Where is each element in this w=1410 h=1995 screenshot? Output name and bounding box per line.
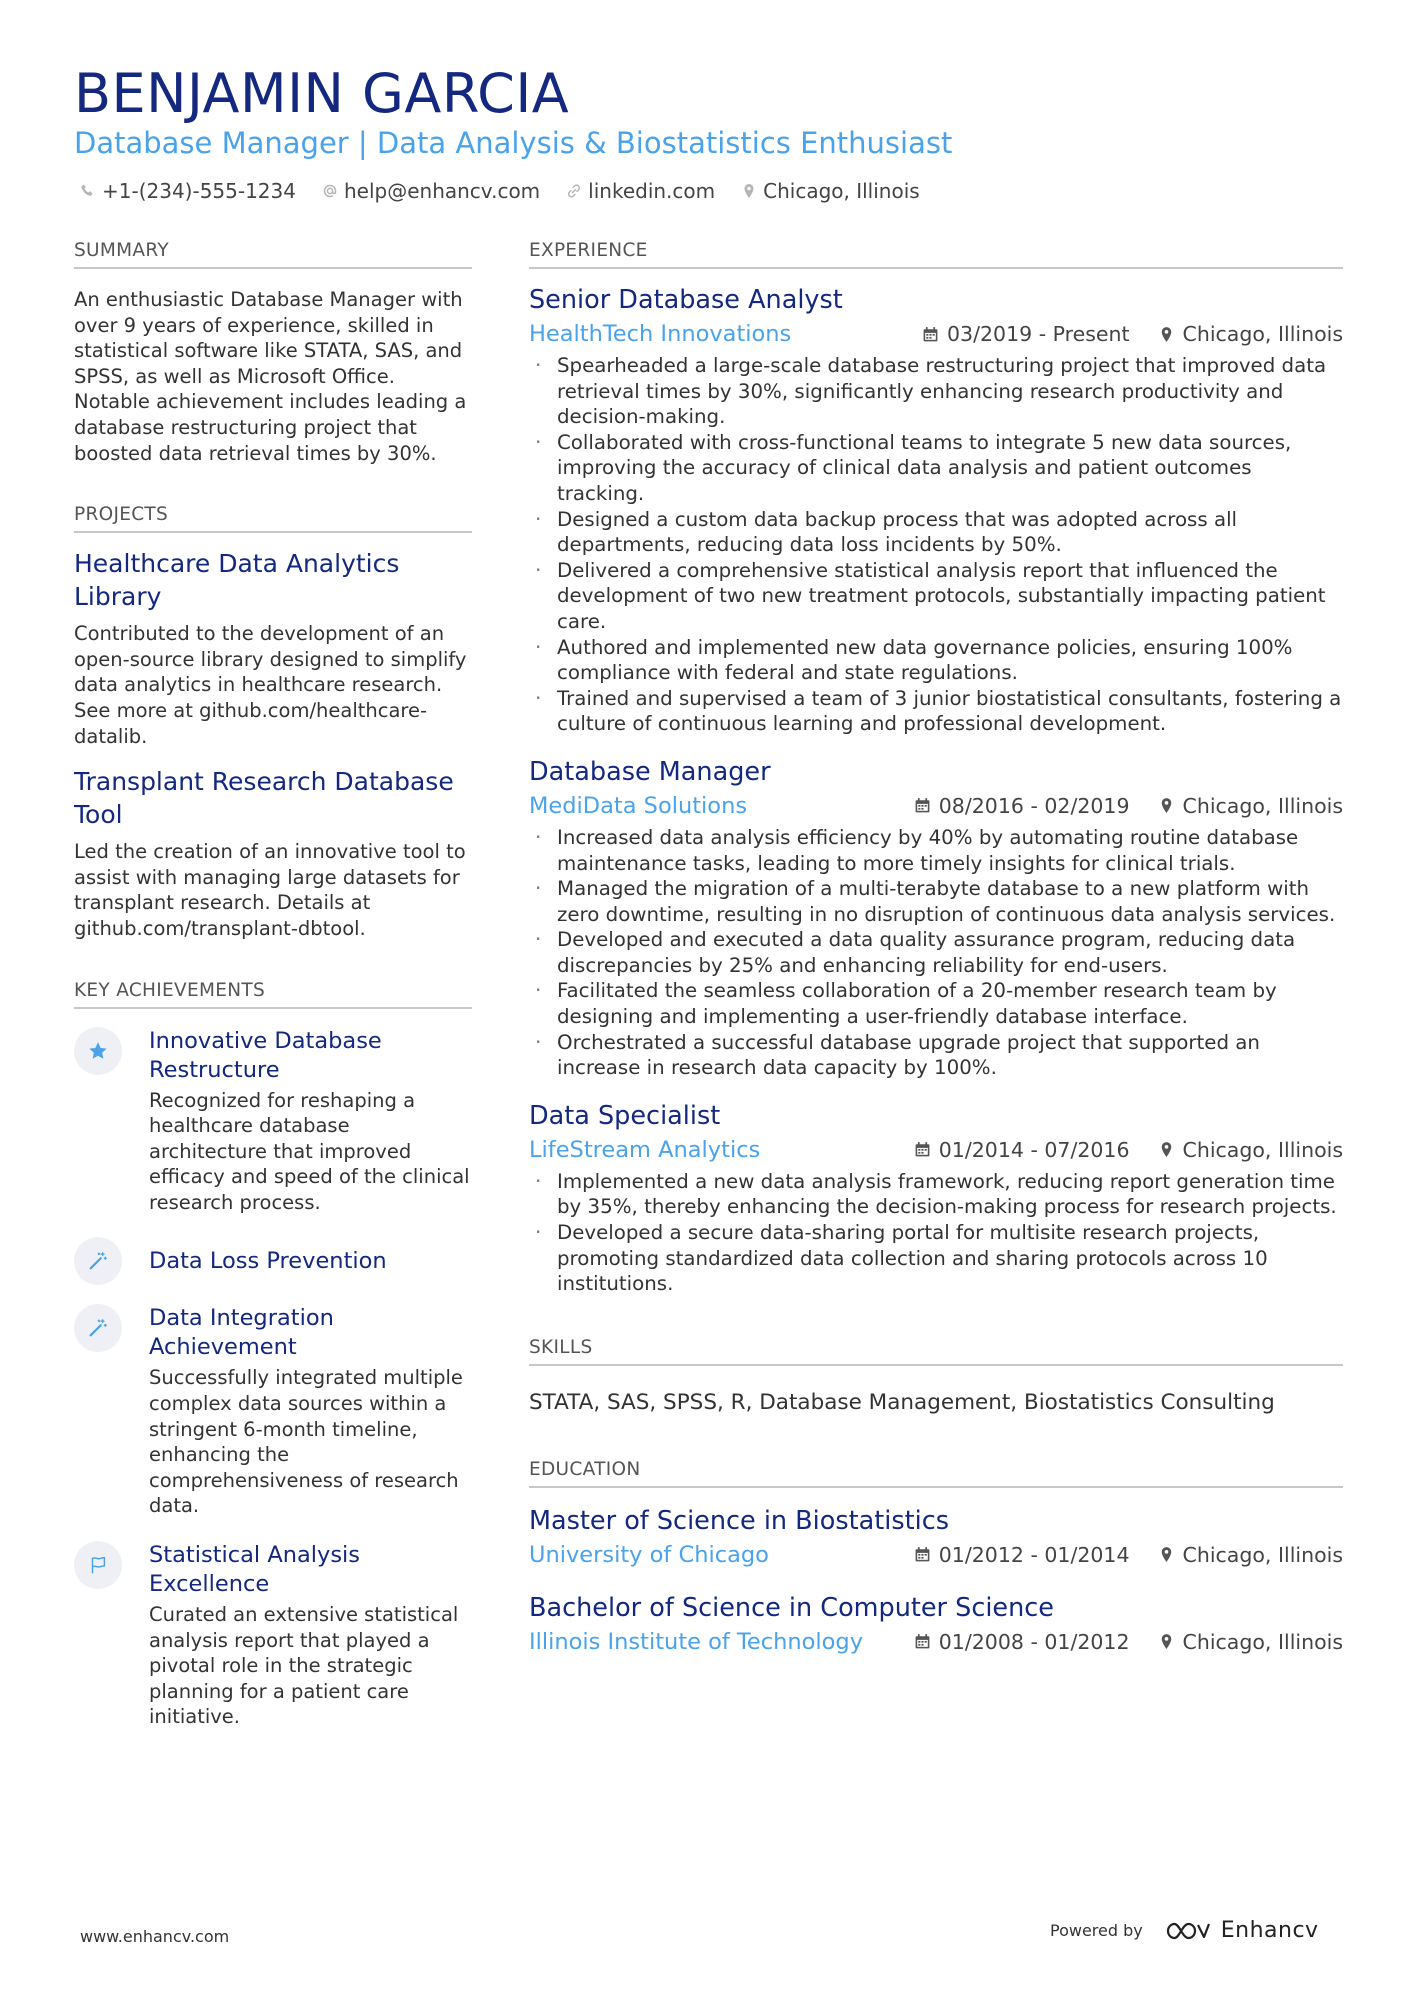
achievements-heading: KEY ACHIEVEMENTS (74, 980, 472, 1009)
job-bullets (529, 353, 1343, 737)
list-item: · Trained and supervised a team of 3 junior biostatistical consultants, fostering a culture of continuous learning and professional development. (529, 686, 1343, 737)
job-title: Data Specialist (529, 1100, 721, 1131)
list-item: · Spearheaded a large-scale database restructuring project that improved data retrieval times by 30%, significantly enhancing research productivity and decision-making. (529, 353, 1343, 430)
skills-heading: SKILLS (529, 1337, 1343, 1366)
enhancv-logo-icon (1165, 1919, 1211, 1943)
left-column (74, 240, 472, 1730)
job-company: LifeStream Analytics (529, 1136, 761, 1163)
list-item: · Authored and implemented new data governance policies, ensuring 100% compliance with federal and state regulations. (529, 635, 1343, 686)
location-pin-icon (1158, 1633, 1175, 1650)
contact-phone[interactable] (80, 179, 296, 203)
calendar-icon (922, 326, 939, 343)
project-item (74, 765, 472, 941)
job-location: Chicago, Illinois (1182, 793, 1343, 818)
education-dates: 01/2008 - 01/2012 (938, 1629, 1130, 1654)
education-entry (529, 1504, 1343, 1572)
list-item: · Managed the migration of a multi-terabyte database to a new platform with zero downtime, resulting in no disruption of continuous data analysis services. (529, 876, 1343, 927)
education-dates: 01/2012 - 01/2014 (938, 1542, 1130, 1567)
education-school: Illinois Institute of Technology (529, 1628, 864, 1655)
list-item: · Delivered a comprehensive statistical analysis report that influenced the development of two new treatment protocols, substantially impacting patient care. (529, 558, 1343, 635)
achievement-title: Data Integration Achievement (149, 1305, 334, 1361)
project-title: Healthcare Data Analytics Library (74, 549, 400, 612)
job-bullets (529, 825, 1343, 1081)
location-pin-icon (1158, 1141, 1175, 1158)
list-item: · Developed and executed a data quality assurance program, reducing data discrepancies by 25% and enhancing reliability for end-users. (529, 927, 1343, 978)
magic-wand-icon (74, 1237, 122, 1285)
at-icon (322, 183, 338, 199)
enhancv-logo[interactable] (1165, 1918, 1319, 1943)
job-company: HealthTech Innovations (529, 321, 792, 347)
job-entry (529, 283, 1343, 737)
list-item: · Designed a custom data backup process that was adopted across all departments, reducing data loss incidents by 50%. (529, 507, 1343, 558)
summary-heading: SUMMARY (74, 240, 472, 269)
list-item: · Developed a secure data-sharing portal for multisite research projects, promoting standardized data collection and sharing protocols across 10 institutions. (529, 1220, 1343, 1297)
location-pin-icon (1158, 797, 1175, 814)
achievement-desc: Recognized for reshaping a healthcare database architecture that improved efficacy and speed of the clinical research process. (149, 1088, 470, 1214)
contact-phone-text: +1-(234)-555-1234 (102, 179, 296, 203)
education-school: University of Chicago (529, 1541, 769, 1568)
job-title: Senior Database Analyst (529, 285, 843, 315)
achievement-title: Statistical Analysis Excellence (149, 1542, 361, 1598)
star-icon (74, 1027, 122, 1075)
list-item: · Facilitated the seamless collaboration of a 20-member research team by designing and implementing a user-friendly database interface. (529, 978, 1343, 1029)
job-dates: 03/2019 - Present (947, 322, 1130, 346)
list-item: · Implemented a new data analysis framework, reducing report generation time by 35%, thereby enhancing the decision-making process for research projects. (529, 1169, 1343, 1220)
education-degree: Bachelor of Science in Computer Science (529, 1592, 1054, 1623)
calendar-icon (914, 1141, 931, 1158)
calendar-icon (914, 1633, 931, 1650)
achievement-desc: Curated an extensive statistical analysis report that played a pivotal role in the strategic planning for a patient care initiative. (149, 1603, 459, 1729)
job-location: Chicago, Illinois (1182, 1137, 1343, 1162)
education-location: Chicago, Illinois (1182, 1542, 1343, 1567)
education-degree: Master of Science in Biostatistics (529, 1505, 950, 1536)
contact-bar (80, 179, 946, 203)
experience-heading: EXPERIENCE (529, 240, 1343, 269)
candidate-headline: Database Manager | Data Analysis & Biostatistics Enthusiast (74, 126, 953, 160)
achievement-item (74, 1027, 472, 1216)
contact-location (741, 179, 920, 203)
contact-location-text: Chicago, Illinois (763, 179, 920, 203)
job-dates: 08/2016 - 02/2019 (938, 793, 1130, 818)
project-title: Transplant Research Database Tool (74, 767, 454, 830)
contact-email[interactable] (322, 179, 540, 203)
contact-linkedin-text: linkedin.com (588, 179, 716, 203)
magic-wand-icon (74, 1304, 122, 1352)
skills-text: STATA, SAS, SPSS, R, Database Management, Biostatistics Consulting (529, 1389, 1275, 1415)
flag-icon (74, 1541, 122, 1589)
footer-branding (1050, 1918, 1319, 1943)
job-bullets (529, 1169, 1343, 1297)
job-company: MediData Solutions (529, 792, 748, 819)
location-pin-icon (741, 183, 757, 199)
job-entry (529, 1099, 1343, 1297)
list-item: · Increased data analysis efficiency by 40% by automating routine database maintenance tasks, leading to more timely insights for clinical trials. (529, 825, 1343, 876)
job-entry (529, 755, 1343, 1081)
right-column (529, 240, 1343, 1659)
link-icon (566, 183, 582, 199)
candidate-name: BENJAMIN GARCIA (74, 62, 570, 125)
achievement-title: Innovative Database Restructure (149, 1027, 382, 1083)
achievement-item (74, 1541, 472, 1730)
education-entry (529, 1591, 1343, 1659)
contact-email-text: help@enhancv.com (343, 179, 541, 203)
job-title: Database Manager (529, 756, 771, 787)
achievement-item (74, 1237, 472, 1285)
location-pin-icon (1158, 1546, 1175, 1563)
job-dates: 01/2014 - 07/2016 (938, 1137, 1130, 1162)
education-location: Chicago, Illinois (1182, 1629, 1343, 1654)
summary-text: An enthusiastic Database Manager with over 9 years of experience, skilled in statistical software like STATA, SAS, and SPSS, as well as Microsoft Office. Notable achievement includes leading a database restructuring project that boosted data retrieval times by 30%. (74, 288, 467, 465)
calendar-icon (914, 797, 931, 814)
education-heading: EDUCATION (529, 1459, 1343, 1488)
achievement-item (74, 1304, 472, 1519)
job-location: Chicago, Illinois (1182, 322, 1343, 346)
project-desc: Led the creation of an innovative tool to assist with managing large datasets for transplant research. Details at github.com/transplant-dbtool. (74, 840, 466, 940)
list-item: · Collaborated with cross-functional teams to integrate 5 new data sources, improving the accuracy of clinical data analysis and patient outcomes tracking. (529, 430, 1343, 507)
list-item: · Orchestrated a successful database upgrade project that supported an increase in research data capacity by 100%. (529, 1030, 1343, 1081)
location-pin-icon (1158, 326, 1175, 343)
achievement-desc: Successfully integrated multiple complex data sources within a stringent 6-month timeline, enhancing the comprehensiveness of research data. (149, 1366, 463, 1518)
contact-linkedin[interactable] (566, 179, 715, 203)
achievement-title: Data Loss Prevention (149, 1247, 387, 1274)
project-desc: Contributed to the development of an open-source library designed to simplify data analytics in healthcare research. See more at github.com/healthcare-datalib. (74, 622, 467, 748)
powered-by-label: Powered by (1050, 1921, 1143, 1940)
brand-name: Enhancv (1220, 1918, 1319, 1943)
project-item (74, 547, 472, 749)
phone-icon (80, 183, 96, 199)
footer-website-link[interactable]: www.enhancv.com (80, 1927, 230, 1946)
projects-heading: PROJECTS (74, 504, 472, 533)
calendar-icon (914, 1546, 931, 1563)
